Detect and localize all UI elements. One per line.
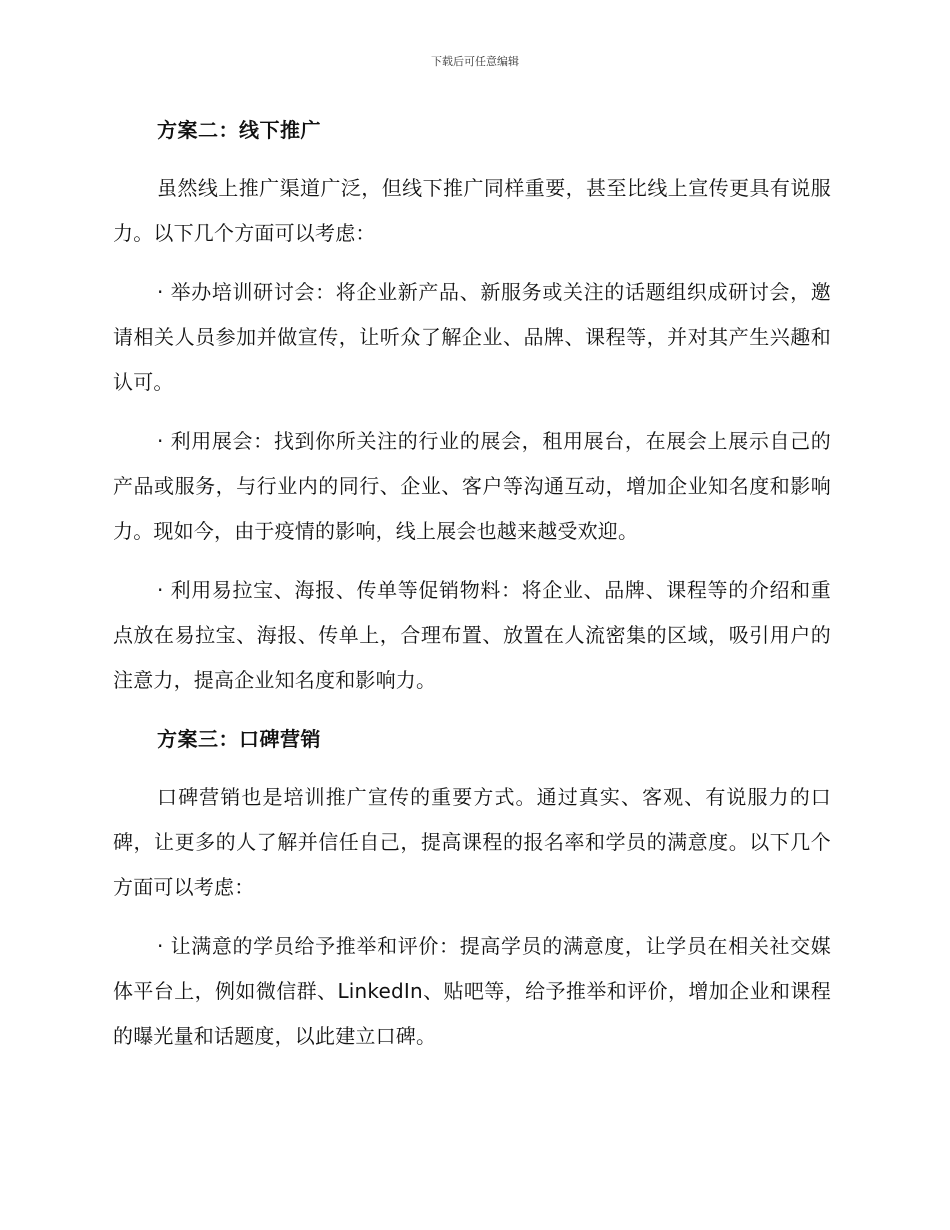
bullet-paragraph-promo-materials: · 利用易拉宝、海报、传单等促销物料：将企业、品牌、课程等的介绍和重点放在易拉宝、海报、传单上，合理布置、放置在人流密集的区域，吸引用户的注意力，提高企业知名度和影响力。 [113,578,831,692]
page-header: 下载后可任意编辑 [431,55,519,68]
bullet-paragraph-student-reviews: · 让满意的学员给予推举和评价：提高学员的满意度，让学员在相关社交媒体平台上，例如微信群、LinkedIn、贴吧等，给予推举和评价，增加企业和课程的曝光量和话题度，以此建立口碑。 [113,934,831,1048]
section-intro-paragraph: 虽然线上推广渠道广泛，但线下推广同样重要，甚至比线上宣传更具有说服力。以下几个方面可以考虑： [113,176,831,245]
section-heading-plan-two: 方案二：线下推广 [157,118,321,142]
section-intro-paragraph: 口碑营销也是培训推广宣传的重要方式。通过真实、客观、有说服力的口碑，让更多的人了解并信任自己，提高课程的报名率和学员的满意度。以下几个方面可以考虑： [113,785,831,899]
document-body [113,108,831,1059]
bullet-paragraph-seminar: · 举办培训研讨会：将企业新产品、新服务或关注的话题组织成研讨会，邀请相关人员参加并做宣传，让听众了解企业、品牌、课程等，并对其产生兴趣和认可。 [113,280,831,394]
section-heading-plan-three: 方案三：口碑营销 [157,727,321,751]
bullet-paragraph-exhibition: · 利用展会：找到你所关注的行业的展会，租用展台，在展会上展示自己的产品或服务，与行业内的同行、企业、客户等沟通互动，增加企业知名度和影响力。现如今，由于疫情的影响，线上展会也越来越受欢迎。 [113,429,831,543]
